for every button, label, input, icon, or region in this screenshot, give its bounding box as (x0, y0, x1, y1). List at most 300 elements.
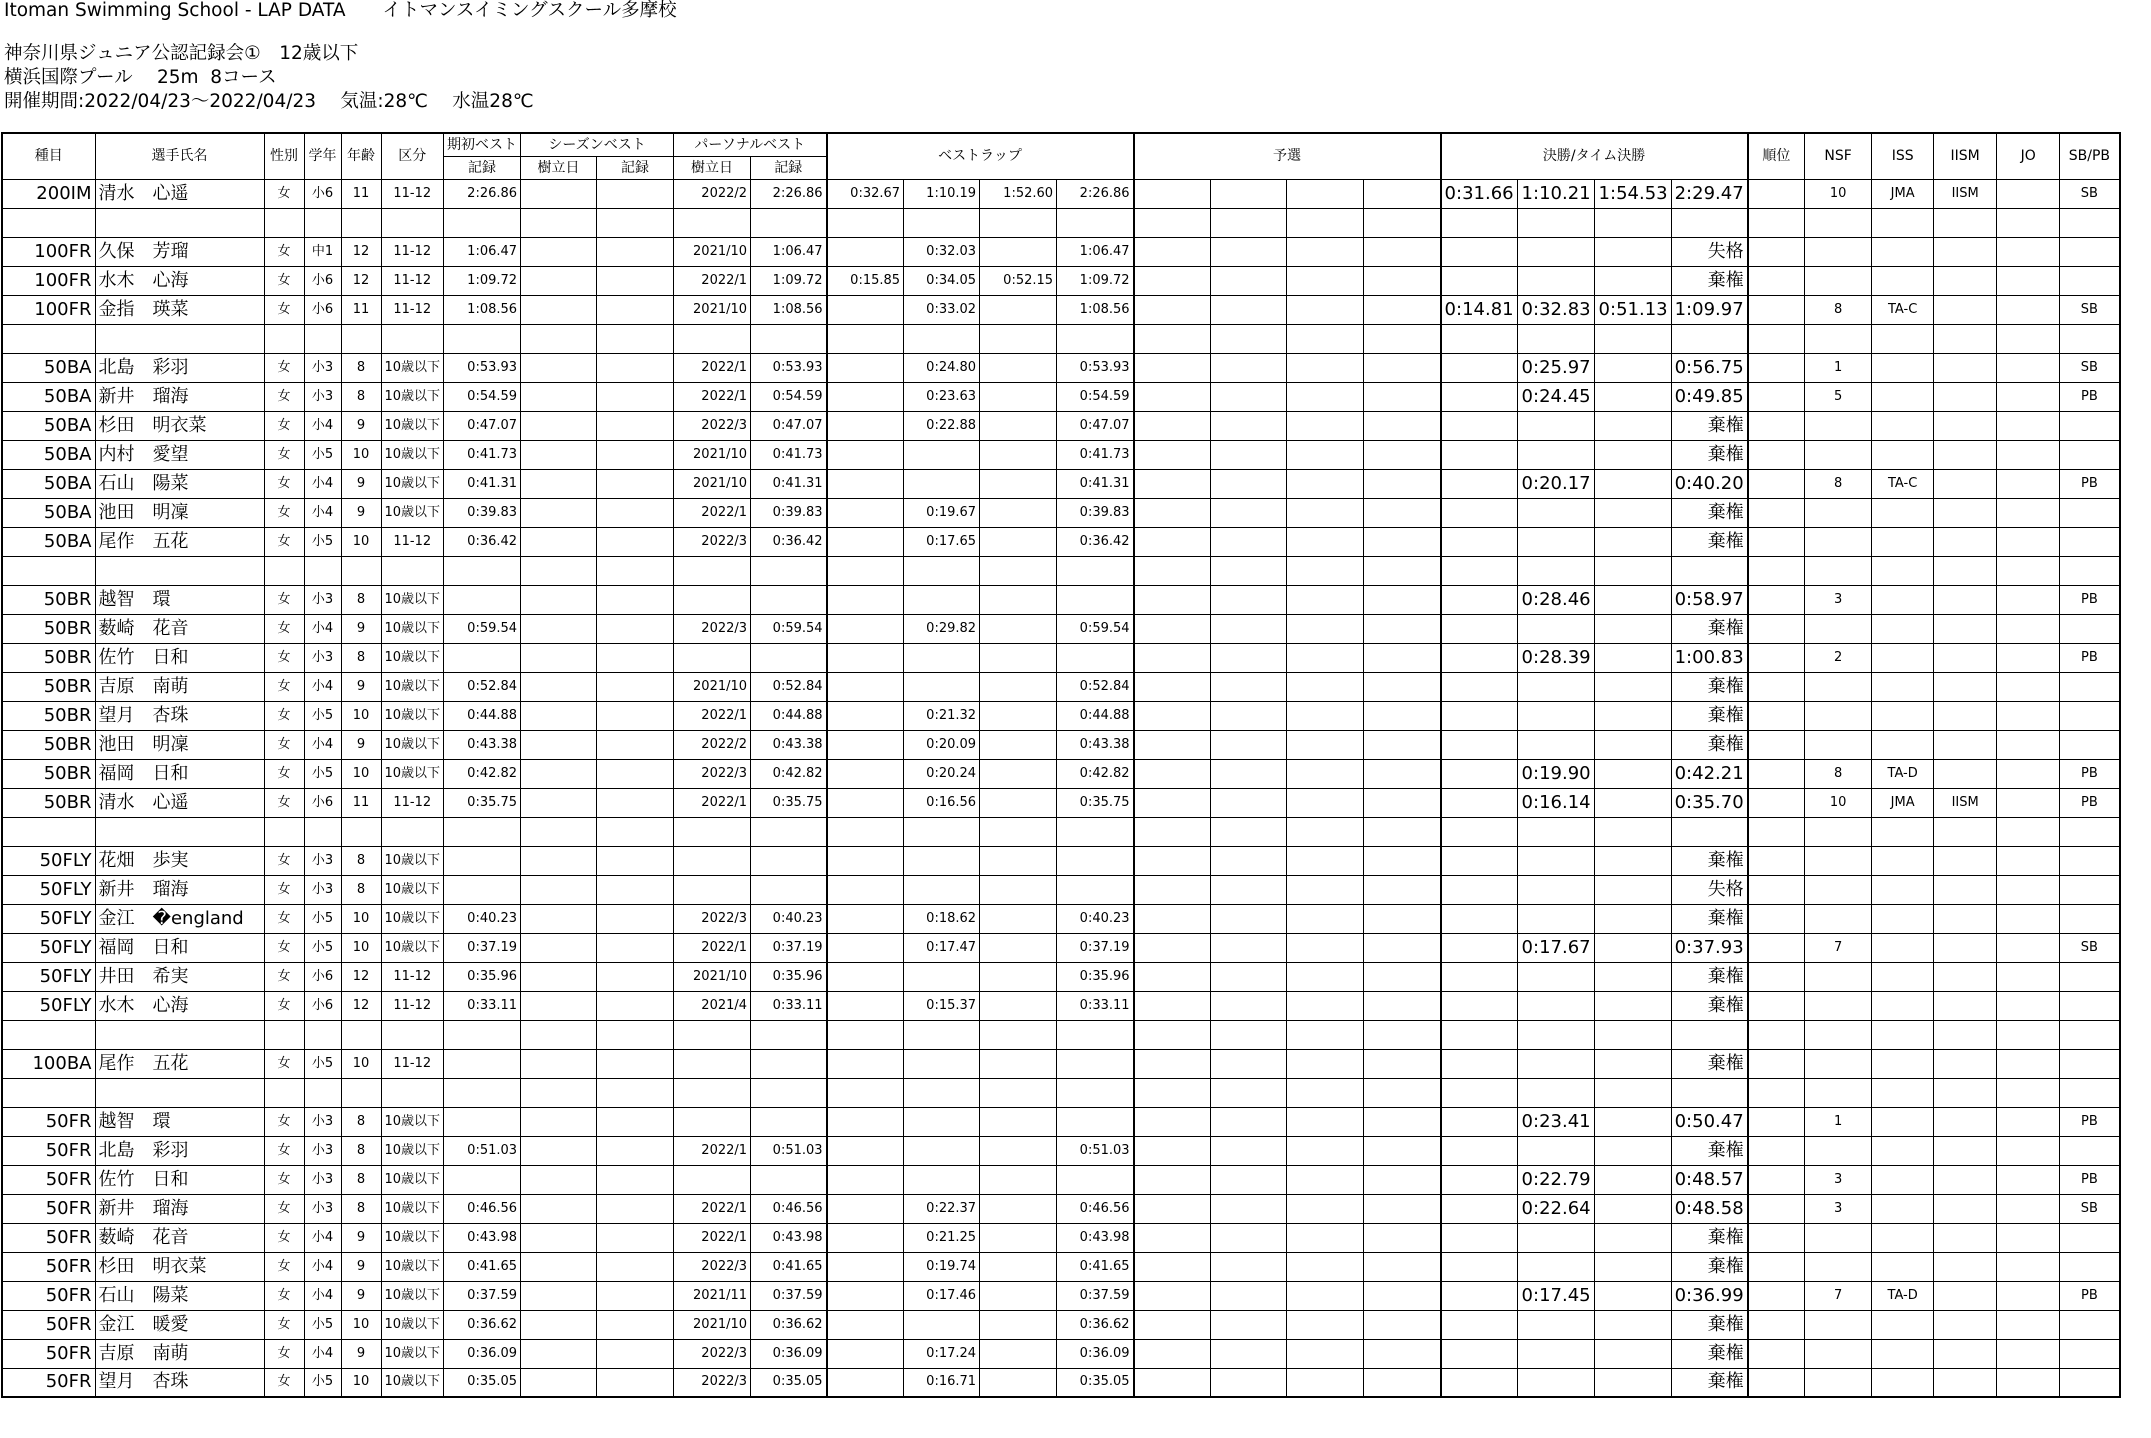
prelim-cell (1211, 266, 1287, 295)
col-personal-best-record: 記録 (751, 156, 827, 179)
prelim-cell (1364, 556, 1441, 585)
final-cell (1594, 1223, 1671, 1252)
final-cell: 0:17.45 (1517, 1281, 1594, 1310)
age-cell: 9 (341, 498, 381, 527)
final-cell (1441, 585, 1518, 614)
iss-cell (1872, 1194, 1934, 1223)
prelim-cell (1364, 672, 1441, 701)
nsf-cell: 10 (1805, 788, 1872, 817)
grade-cell: 小6 (304, 991, 341, 1020)
age-cell: 10 (341, 440, 381, 469)
best-lap-cell (904, 817, 980, 846)
prelim-cell (1364, 440, 1441, 469)
final-cell (1441, 237, 1518, 266)
best-lap-cell (827, 991, 904, 1020)
prelim-cell (1364, 962, 1441, 991)
final-cell (1517, 1368, 1594, 1397)
sex-cell: 女 (264, 701, 304, 730)
best-lap-cell (904, 672, 980, 701)
prelim-cell (1287, 991, 1364, 1020)
season-best-date-cell (521, 1310, 597, 1339)
final-cell: 0:28.46 (1517, 585, 1594, 614)
grade-cell (304, 1078, 341, 1107)
best-lap-cell (904, 962, 980, 991)
best-lap-cell (980, 1020, 1057, 1049)
grade-cell: 小4 (304, 1281, 341, 1310)
pb-record-cell: 0:52.84 (751, 672, 827, 701)
prelim-cell (1287, 208, 1364, 237)
final-cell (1517, 1049, 1594, 1078)
season-best-date-cell (521, 1368, 597, 1397)
age-cell: 10 (341, 701, 381, 730)
pb-record-cell: 0:36.09 (751, 1339, 827, 1368)
rank-cell (1748, 875, 1805, 904)
final-cell: 0:31.66 (1441, 179, 1518, 208)
prelim-cell (1364, 498, 1441, 527)
prelim-cell (1211, 1020, 1287, 1049)
final-cell: 0:28.39 (1517, 643, 1594, 672)
best-lap-cell (980, 1339, 1057, 1368)
final-cell: 1:54.53 (1594, 179, 1671, 208)
iism-cell (1934, 672, 1997, 701)
final-cell: 棄権 (1671, 1252, 1748, 1281)
pb-record-cell: 0:51.03 (751, 1136, 827, 1165)
name-cell (95, 1020, 264, 1049)
prelim-cell (1287, 556, 1364, 585)
best-lap-cell (904, 846, 980, 875)
final-cell: 棄権 (1671, 1339, 1748, 1368)
final-cell: 棄権 (1671, 411, 1748, 440)
initial-best-cell: 0:51.03 (444, 1136, 521, 1165)
age-cell: 8 (341, 643, 381, 672)
best-lap-cell: 0:41.73 (1057, 440, 1134, 469)
nsf-cell: 2 (1805, 643, 1872, 672)
nsf-cell (1805, 237, 1872, 266)
best-lap-cell (980, 1223, 1057, 1252)
sbpb-cell (2060, 411, 2120, 440)
grade-cell: 小3 (304, 353, 341, 382)
final-cell: 棄権 (1671, 266, 1748, 295)
best-lap-cell (827, 556, 904, 585)
best-lap-cell (980, 1368, 1057, 1397)
nsf-cell (1805, 266, 1872, 295)
final-cell: 0:19.90 (1517, 759, 1594, 788)
season-best-date-cell (521, 179, 597, 208)
venue: 横浜国際プール 25m 8コース (4, 67, 277, 88)
prelim-cell (1364, 585, 1441, 614)
prelim-cell (1364, 1020, 1441, 1049)
prelim-cell (1364, 933, 1441, 962)
pb-record-cell: 0:44.88 (751, 701, 827, 730)
sbpb-cell (2060, 904, 2120, 933)
best-lap-cell: 0:35.05 (1057, 1368, 1134, 1397)
season-best-date-cell (521, 991, 597, 1020)
pb-date-cell: 2021/10 (674, 962, 751, 991)
final-cell: 0:22.79 (1517, 1165, 1594, 1194)
prelim-cell (1287, 1136, 1364, 1165)
best-lap-cell (827, 1252, 904, 1281)
grade-cell: 小3 (304, 1194, 341, 1223)
prelim-cell (1211, 759, 1287, 788)
best-lap-cell (980, 440, 1057, 469)
pb-date-cell: 2022/3 (674, 904, 751, 933)
rank-cell (1748, 1020, 1805, 1049)
final-cell (1594, 846, 1671, 875)
name-cell: 清水 心遥 (95, 788, 264, 817)
rank-cell (1748, 556, 1805, 585)
division-cell: 10歳以下 (381, 846, 444, 875)
initial-best-cell: 0:40.23 (444, 904, 521, 933)
initial-best-cell: 0:46.56 (444, 1194, 521, 1223)
sbpb-cell (2060, 1339, 2120, 1368)
iism-cell (1934, 585, 1997, 614)
prelim-cell (1211, 788, 1287, 817)
rank-cell (1748, 1194, 1805, 1223)
table-row (2, 846, 2120, 875)
col-personal-best: パーソナルベスト (674, 133, 827, 156)
iism-cell (1934, 846, 1997, 875)
age-cell: 8 (341, 875, 381, 904)
jo-cell (1997, 614, 2060, 643)
final-cell (1594, 527, 1671, 556)
pb-record-cell: 0:41.31 (751, 469, 827, 498)
prelim-cell (1211, 469, 1287, 498)
final-cell: 0:48.57 (1671, 1165, 1748, 1194)
prelim-cell (1364, 266, 1441, 295)
event-cell (2, 208, 95, 237)
division-cell: 10歳以下 (381, 933, 444, 962)
season-best-record-cell (597, 962, 674, 991)
season-best-date-cell (521, 1136, 597, 1165)
event-cell: 50FLY (2, 991, 95, 1020)
prelim-cell (1364, 179, 1441, 208)
nsf-cell (1805, 1223, 1872, 1252)
best-lap-cell: 0:33.11 (1057, 991, 1134, 1020)
best-lap-cell (1057, 1049, 1134, 1078)
prelim-cell (1134, 817, 1211, 846)
prelim-cell (1134, 991, 1211, 1020)
iss-cell: TA-D (1872, 759, 1934, 788)
final-cell (1594, 237, 1671, 266)
col-name: 選手氏名 (95, 133, 264, 179)
nsf-cell: 3 (1805, 585, 1872, 614)
pb-date-cell (674, 817, 751, 846)
final-cell (1594, 1049, 1671, 1078)
prelim-cell (1211, 933, 1287, 962)
best-lap-cell (904, 1136, 980, 1165)
best-lap-cell (980, 1107, 1057, 1136)
col-personal-best-date: 樹立日 (674, 156, 751, 179)
sex-cell: 女 (264, 1339, 304, 1368)
final-cell (1441, 1020, 1518, 1049)
sbpb-cell (2060, 875, 2120, 904)
best-lap-cell (1057, 1078, 1134, 1107)
final-cell: 1:10.21 (1517, 179, 1594, 208)
initial-best-cell (444, 585, 521, 614)
sex-cell: 女 (264, 1107, 304, 1136)
grade-cell: 小3 (304, 382, 341, 411)
prelim-cell (1134, 440, 1211, 469)
pb-date-cell: 2022/1 (674, 382, 751, 411)
table-row (2, 1281, 2120, 1310)
pb-record-cell: 0:40.23 (751, 904, 827, 933)
best-lap-cell (827, 353, 904, 382)
table-row (2, 788, 2120, 817)
name-cell: 越智 環 (95, 1107, 264, 1136)
prelim-cell (1134, 1165, 1211, 1194)
season-best-date-cell (521, 1107, 597, 1136)
age-cell: 9 (341, 1223, 381, 1252)
nsf-cell: 3 (1805, 1194, 1872, 1223)
table-row (2, 208, 2120, 237)
best-lap-cell (980, 1078, 1057, 1107)
prelim-cell (1134, 411, 1211, 440)
age-cell: 8 (341, 846, 381, 875)
season-best-record-cell (597, 1339, 674, 1368)
event-cell: 50FR (2, 1368, 95, 1397)
division-cell: 10歳以下 (381, 1310, 444, 1339)
prelim-cell (1134, 962, 1211, 991)
age-cell: 9 (341, 730, 381, 759)
season-best-date-cell (521, 672, 597, 701)
best-lap-cell (827, 904, 904, 933)
nsf-cell (1805, 440, 1872, 469)
best-lap-cell (1057, 585, 1134, 614)
season-best-record-cell (597, 469, 674, 498)
division-cell: 11-12 (381, 237, 444, 266)
best-lap-cell (904, 1078, 980, 1107)
prelim-cell (1287, 672, 1364, 701)
event-cell (2, 1020, 95, 1049)
table-row (2, 382, 2120, 411)
sbpb-cell (2060, 556, 2120, 585)
final-cell (1517, 324, 1594, 353)
age-cell: 11 (341, 295, 381, 324)
col-sbpb: SB/PB (2060, 133, 2120, 179)
event-cell: 50BR (2, 759, 95, 788)
prelim-cell (1287, 1310, 1364, 1339)
initial-best-cell: 0:41.73 (444, 440, 521, 469)
best-lap-cell: 0:36.42 (1057, 527, 1134, 556)
jo-cell (1997, 643, 2060, 672)
final-cell (1517, 1136, 1594, 1165)
sex-cell: 女 (264, 1049, 304, 1078)
nsf-cell (1805, 1049, 1872, 1078)
prelim-cell (1134, 1339, 1211, 1368)
prelim-cell (1287, 1368, 1364, 1397)
prelim-cell (1287, 266, 1364, 295)
grade-cell: 小3 (304, 1136, 341, 1165)
initial-best-cell: 0:47.07 (444, 411, 521, 440)
event-cell (2, 1078, 95, 1107)
pb-date-cell (674, 1020, 751, 1049)
table-row (2, 1339, 2120, 1368)
grade-cell: 小4 (304, 614, 341, 643)
season-best-date-cell (521, 353, 597, 382)
table-row (2, 614, 2120, 643)
nsf-cell (1805, 875, 1872, 904)
iism-cell (1934, 875, 1997, 904)
prelim-cell (1211, 1049, 1287, 1078)
name-cell: 井田 希実 (95, 962, 264, 991)
jo-cell (1997, 353, 2060, 382)
prelim-cell (1364, 208, 1441, 237)
best-lap-cell (827, 788, 904, 817)
nsf-cell (1805, 846, 1872, 875)
age-cell: 10 (341, 1368, 381, 1397)
best-lap-cell (980, 875, 1057, 904)
jo-cell (1997, 469, 2060, 498)
table-row (2, 1368, 2120, 1397)
prelim-cell (1211, 556, 1287, 585)
pb-record-cell: 0:43.98 (751, 1223, 827, 1252)
age-cell: 11 (341, 788, 381, 817)
pb-record-cell (751, 208, 827, 237)
jo-cell (1997, 788, 2060, 817)
sex-cell (264, 324, 304, 353)
pb-record-cell (751, 1165, 827, 1194)
iss-cell (1872, 556, 1934, 585)
best-lap-cell (827, 1223, 904, 1252)
prelim-cell (1364, 1368, 1441, 1397)
name-cell: 水木 心海 (95, 266, 264, 295)
best-lap-cell (827, 962, 904, 991)
prelim-cell (1364, 846, 1441, 875)
final-cell (1441, 759, 1518, 788)
season-best-record-cell (597, 411, 674, 440)
best-lap-cell: 0:16.71 (904, 1368, 980, 1397)
sbpb-cell (2060, 1310, 2120, 1339)
age-cell: 12 (341, 237, 381, 266)
season-best-record-cell (597, 904, 674, 933)
best-lap-cell: 0:29.82 (904, 614, 980, 643)
sbpb-cell (2060, 962, 2120, 991)
final-cell (1594, 1107, 1671, 1136)
pb-date-cell: 2021/10 (674, 237, 751, 266)
col-initial-best-record: 記録 (444, 156, 521, 179)
iss-cell (1872, 817, 1934, 846)
nsf-cell: 1 (1805, 1107, 1872, 1136)
best-lap-cell (827, 1049, 904, 1078)
grade-cell: 小6 (304, 266, 341, 295)
season-best-record-cell (597, 527, 674, 556)
best-lap-cell: 2:26.86 (1057, 179, 1134, 208)
iism-cell (1934, 904, 1997, 933)
best-lap-cell: 0:17.47 (904, 933, 980, 962)
prelim-cell (1211, 1223, 1287, 1252)
final-cell (1594, 353, 1671, 382)
best-lap-cell (827, 643, 904, 672)
iism-cell (1934, 1107, 1997, 1136)
best-lap-cell (827, 759, 904, 788)
nsf-cell (1805, 208, 1872, 237)
final-cell (1441, 1339, 1518, 1368)
rank-cell (1748, 469, 1805, 498)
sbpb-cell (2060, 1049, 2120, 1078)
col-prelim: 予選 (1134, 133, 1441, 179)
iss-cell (1872, 440, 1934, 469)
best-lap-cell (1057, 1020, 1134, 1049)
sbpb-cell (2060, 817, 2120, 846)
name-cell: 金江 暖愛 (95, 1310, 264, 1339)
prelim-cell (1211, 1281, 1287, 1310)
final-cell: 棄権 (1671, 672, 1748, 701)
best-lap-cell (980, 1310, 1057, 1339)
best-lap-cell (980, 1194, 1057, 1223)
name-cell: 北島 彩羽 (95, 1136, 264, 1165)
best-lap-cell (827, 382, 904, 411)
best-lap-cell (1057, 875, 1134, 904)
prelim-cell (1287, 1252, 1364, 1281)
final-cell (1441, 962, 1518, 991)
prelim-cell (1134, 585, 1211, 614)
age-cell: 9 (341, 1252, 381, 1281)
prelim-cell (1287, 1020, 1364, 1049)
name-cell: 尾作 五花 (95, 1049, 264, 1078)
nsf-cell (1805, 904, 1872, 933)
best-lap-cell (827, 1078, 904, 1107)
prelim-cell (1134, 1049, 1211, 1078)
division-cell (381, 1020, 444, 1049)
final-cell (1517, 208, 1594, 237)
season-best-date-cell (521, 1339, 597, 1368)
best-lap-cell: 0:22.37 (904, 1194, 980, 1223)
grade-cell: 小3 (304, 643, 341, 672)
pb-record-cell (751, 585, 827, 614)
division-cell (381, 817, 444, 846)
final-cell: 0:24.45 (1517, 382, 1594, 411)
sbpb-cell (2060, 527, 2120, 556)
final-cell (1517, 672, 1594, 701)
age-cell: 10 (341, 904, 381, 933)
prelim-cell (1287, 324, 1364, 353)
jo-cell (1997, 730, 2060, 759)
sex-cell: 女 (264, 411, 304, 440)
pb-date-cell: 2022/1 (674, 266, 751, 295)
best-lap-cell (904, 643, 980, 672)
final-cell (1517, 730, 1594, 759)
pb-date-cell (674, 1049, 751, 1078)
pb-record-cell: 0:36.42 (751, 527, 827, 556)
prelim-cell (1134, 1223, 1211, 1252)
sex-cell: 女 (264, 614, 304, 643)
rank-cell (1748, 730, 1805, 759)
final-cell (1441, 643, 1518, 672)
best-lap-cell (980, 614, 1057, 643)
best-lap-cell: 1:52.60 (980, 179, 1057, 208)
final-cell: 0:58.97 (1671, 585, 1748, 614)
season-best-record-cell (597, 585, 674, 614)
initial-best-cell (444, 1020, 521, 1049)
table-row (2, 266, 2120, 295)
iss-cell (1872, 237, 1934, 266)
season-best-date-cell (521, 875, 597, 904)
age-cell: 10 (341, 933, 381, 962)
season-best-record-cell (597, 1049, 674, 1078)
division-cell: 10歳以下 (381, 353, 444, 382)
final-cell (1594, 1194, 1671, 1223)
best-lap-cell: 0:20.09 (904, 730, 980, 759)
nsf-cell: 1 (1805, 353, 1872, 382)
final-cell: 0:20.17 (1517, 469, 1594, 498)
pb-date-cell: 2022/1 (674, 498, 751, 527)
final-cell (1517, 1223, 1594, 1252)
final-cell (1441, 1310, 1518, 1339)
sex-cell: 女 (264, 875, 304, 904)
final-cell (1594, 498, 1671, 527)
rank-cell (1748, 817, 1805, 846)
best-lap-cell (904, 875, 980, 904)
